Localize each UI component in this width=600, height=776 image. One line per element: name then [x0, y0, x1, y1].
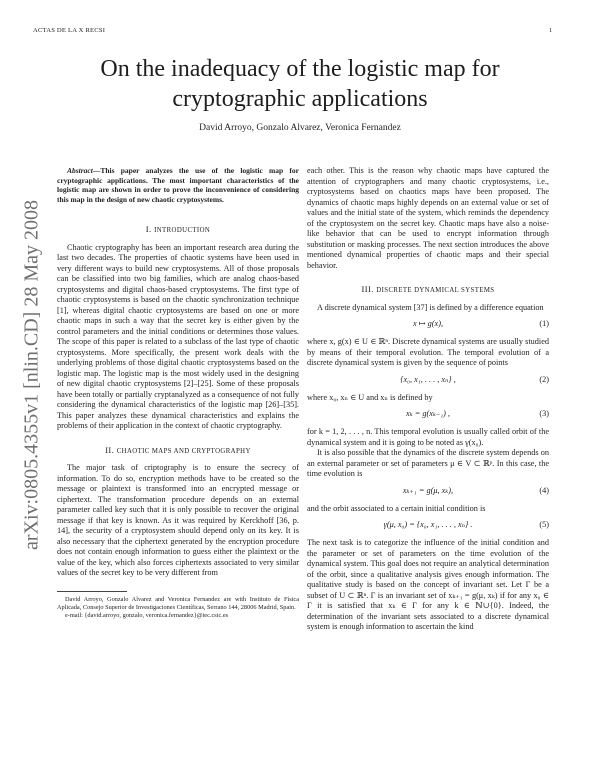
paragraph-discrete-3: where x₀, xₙ ∈ U and xₙ is defined by: [307, 392, 433, 402]
equation-expr: {x₀, x₁, . . . , xₙ} ,: [400, 374, 456, 384]
section-title: CHAOTIC MAPS AND CRYPTOGRAPHY: [116, 447, 251, 455]
abstract-text: This paper analyzes the use of the logistic map for cryptographic applications. The most important characteristics of the logistic map are shown in order to prove the inconvenience of considering this map in the design of new chaotic cryptosystems.: [57, 166, 299, 204]
equation-expr: xₖ₊₁ = g(μ, xₖ),: [402, 485, 454, 495]
equation-expr: xₖ = g(xₖ₋₁) ,: [405, 409, 450, 418]
equation-5: [307, 520, 549, 531]
paragraph-discrete-5: It is also possible that the dynamics of the discrete system depends on an external parameter or set of parameters μ ∈ V ⊂ ℝᵖ. In this case, the time evolution is: [307, 448, 549, 478]
paragraph-discrete-4: for k = 1, 2, . . . , n. This temporal evolution is usually called orbit of the dynamical system and it is going to be noted as γ(x₀).: [307, 427, 549, 447]
paragraph-discrete-7: The next task is to categorize the influence of the initial condition and the parameter or set of parameters on the time evolution of the dynamical system. This goal does not require an analytical determination of the orbit, since a qualitative analysis gives enough information. The qualitative study is based on the concept of invariant set. Let Γ be a subset of U ⊂ ℝⁿ. Γ is an invariant set of xₖ₊₁ = g(μ, xₖ) if for any x₀ ∈ Γ it is satisfied that xₖ ∈ Γ for any k ∈ ℕ∪{0}. Indeed, the determination of the invariant sets associated to a discrete dynamical system is enough information to ascertain the kind: [307, 538, 549, 631]
section-heading-intro: [57, 224, 299, 237]
equation-number: (4): [539, 485, 549, 495]
arxiv-stamp-container: [22, 180, 42, 570]
equation-4: [307, 486, 549, 497]
equation-number: (2): [539, 374, 549, 384]
section-number: I.: [145, 224, 152, 234]
equation-2: [307, 375, 549, 386]
equation-3: [307, 409, 549, 420]
paragraph-chaotic-maps-1: The major task of criptography is to ensure the secrecy of information. To do so, encryption methods have to be created so the message or plaintext is transformed into an encrypted message or ciphertext. The transformation procedure depends on an external parameter called key such that it is only possible to recover the original message if that key is known. As it was required by Kerckhoff [36, p. 14], the security of a cryptosystem should depend only on its key. It is also necessary that the ciphertext generated by the encryption procedure does not contain enough information to guess either the plaintext or the value of the key, which also forces ciphertexts associated to very similar values of the secret key to be very different from: [57, 463, 299, 577]
equation-expr: x ↦ g(x),: [412, 319, 444, 328]
equation-1: [307, 319, 549, 330]
abstract-label: Abstract—: [67, 166, 101, 175]
equation-number: (5): [539, 520, 549, 529]
section-title: DISCRETE DYNAMICAL SYSTEMS: [376, 287, 495, 294]
footnote-rule: [57, 591, 127, 592]
left-column: [57, 166, 299, 620]
arxiv-stamp: arXiv:0805.4355v1 [nlin.CD] 28 May 2008: [20, 200, 43, 550]
section-number: II.: [105, 444, 115, 455]
paragraph-discrete-6: and the orbit associated to a certain initial condition is: [307, 503, 486, 513]
paragraph-intro-1: Chaotic cryptography has been an important research area during the last two decades. The properties of chaotic systems have been used in very different ways to build new cryptosystems. All of those proposals can be classified into two big families, which are analog chaos-based cryptosystems and digital chaos-based cryptosystems. The first type of chaotic cryptosystems is based on the chaotic synchronization technique [1], whereas digital chaotic cryptosystems are based on one or more chaotic maps in such a way that the secret key is either given by the control parameters and the initial conditions or determines those values. The scope of this paper is related to a subclass of the last type of chaotic cryptosystems. More specifically, the present work deals with the underlying problems of those digital chaotic cryptosystems based on the logistic map. The logistic map is the most widely used in the designing of new digital chaotic cryptosystems [2]–[25]. Some of these proposals have been totally or partially cryptanalyzed as a consequence of not fully considering the dynamical characteristics of the logistic map [26]–[35]. This paper analyzes these dynamical characteristics and explains the problems of their application in the context of chaotic cryptography.: [57, 242, 299, 430]
abstract: [57, 166, 299, 204]
paragraph-chaotic-maps-continued: each other. This is the reason why chaotic maps have captured the attention of cryptographers and many chaotic cryptosystems, i.e., cryptosystems based on chaotics maps have been proposed. The dynamics of chaotic maps highly depends on an external value or set of values and the initial state of the system, which reminds the dependency of the cryptosystem on the secret key. Chaotic maps have also a noise-like behavior that can be used to encrypt information through substitution or masking processes. The next section introduces the above mentioned dynamical properties of chaotic maps and their special behavior.: [307, 166, 549, 270]
section-heading-chaotic-maps: [57, 445, 299, 458]
section-number: III.: [361, 284, 374, 294]
footnote-affiliation: David Arroyo, Gonzalo Alvarez and Veronica Fernandez are with Instituto de Física Aplicada, Consejo Superior de Investigaciones Científicas, Serrano 144, 28006 Madrid, Spain.: [57, 595, 299, 611]
paper-title: On the inadequacy of the logistic map for cryptographic applications: [100, 56, 500, 112]
equation-expr: γ(μ, x₀) = {x₀, x₁, . . . , xₙ} .: [383, 520, 473, 529]
equation-number: (1): [539, 319, 549, 328]
author-list: David Arroyo, Gonzalo Alvarez, Veronica Fernandez: [199, 123, 401, 133]
right-column: [307, 166, 549, 633]
section-title: INTRODUCTION: [154, 227, 211, 234]
running-header: ACTAS DE LA X RECSI: [33, 27, 106, 34]
equation-number: (3): [539, 409, 549, 418]
footnote-email: e-mail: {david.arroyo, gonzalo, veronica.fernandez}@iec.csic.es: [65, 611, 229, 619]
paragraph-discrete-1: A discrete dynamical system [37] is defined by a difference equation: [317, 302, 544, 312]
paragraph-discrete-2: where x, g(x) ∈ U ∈ ℝⁿ. Discrete dynamical systems are usually studied by means of their temporal evolution. The temporal evolution of a discrete dynamical system is given by the sequence of points: [307, 337, 549, 367]
section-heading-discrete: [307, 284, 549, 297]
page-number: 1: [549, 27, 553, 34]
